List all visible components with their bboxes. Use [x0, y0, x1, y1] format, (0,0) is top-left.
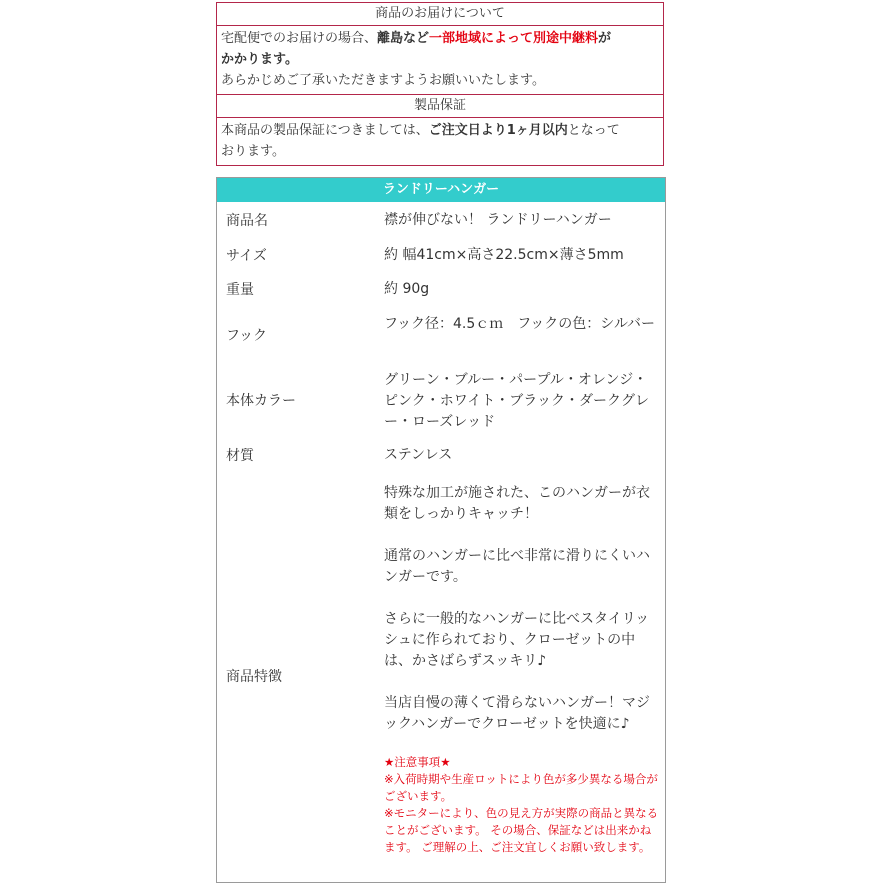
- spec-value: 約 幅41cm×高さ22.5cm×薄さ5mm: [384, 247, 624, 263]
- feature-paragraph: 通常のハンガーに比べ非常に滑りにくいハンガーです。: [384, 548, 650, 585]
- feature-paragraph: 当店自慢の薄くて滑らないハンガー！マジックハンガーでクローゼットを快適に♪: [384, 695, 650, 732]
- spec-value-features: [384, 483, 659, 856]
- delivery-line1-red: 一部地域によって別途中継料: [429, 31, 599, 46]
- delivery-heading: 商品のお届けについて: [217, 3, 663, 26]
- feature-paragraph: 特殊な加工が施された、このハンガーが衣類をしっかりキャッチ！: [384, 485, 650, 522]
- spec-value: グリーン・ブルー・パープル・オレンジ・ピンク・ホワイト・ブラック・ダークグレー・ローズレッド: [384, 372, 650, 430]
- warranty-heading: 製品保証: [217, 94, 663, 118]
- spec-label: サイズ: [226, 248, 267, 264]
- spec-label: 本体カラー: [226, 393, 296, 409]
- caution-line: ※入荷時期や生産ロットにより色が多少異なる場合がございます。: [384, 772, 658, 803]
- product-title: ランドリーハンガー: [217, 178, 665, 202]
- warranty-text-b: ご注文日より1ヶ月以内: [428, 123, 568, 138]
- spec-value: 約 90g: [384, 281, 430, 297]
- spec-label: 商品特徴: [226, 669, 282, 685]
- warranty-text-c: となって: [567, 123, 620, 138]
- caution-notes: [384, 754, 659, 856]
- delivery-text: [217, 26, 663, 94]
- spec-label: 重量: [226, 282, 254, 298]
- delivery-line1-c: が: [598, 31, 612, 46]
- spec-label: 商品名: [226, 213, 268, 229]
- notice-box: [216, 2, 664, 166]
- caution-title: ★注意事項★: [384, 755, 451, 769]
- warranty-text-d: おります。: [221, 144, 285, 159]
- product-spec-table: [216, 177, 666, 883]
- delivery-line1-a: 宅配便でのお届けの場合、: [221, 31, 378, 46]
- delivery-line3: あらかじめご了承いただきますようお願いいたします。: [221, 73, 545, 88]
- delivery-line2: かかります。: [221, 52, 298, 67]
- warranty-text-a: 本商品の製品保証につきましては、: [221, 123, 429, 138]
- spec-label: 材質: [226, 448, 254, 464]
- spec-value: フック径：4.5ｃｍ フックの色：シルバー: [384, 316, 655, 332]
- caution-line: ※モニターにより、色の見え方が実際の商品と異なることがございます。 その場合、保証などは出来かねます。 ご理解の上、ご注文宜しくお願い致します。: [384, 806, 659, 854]
- spec-label: フック: [226, 328, 268, 344]
- warranty-text: [217, 118, 663, 165]
- spec-value: 襟が伸びない！ ランドリーハンガー: [384, 212, 612, 228]
- feature-paragraph: さらに一般的なハンガーに比べスタイリッシュに作られており、クローゼットの中は、かさばらずスッキリ♪: [384, 611, 650, 669]
- spec-value: ステンレス: [384, 447, 453, 463]
- delivery-line1-b: 離島など: [377, 31, 430, 46]
